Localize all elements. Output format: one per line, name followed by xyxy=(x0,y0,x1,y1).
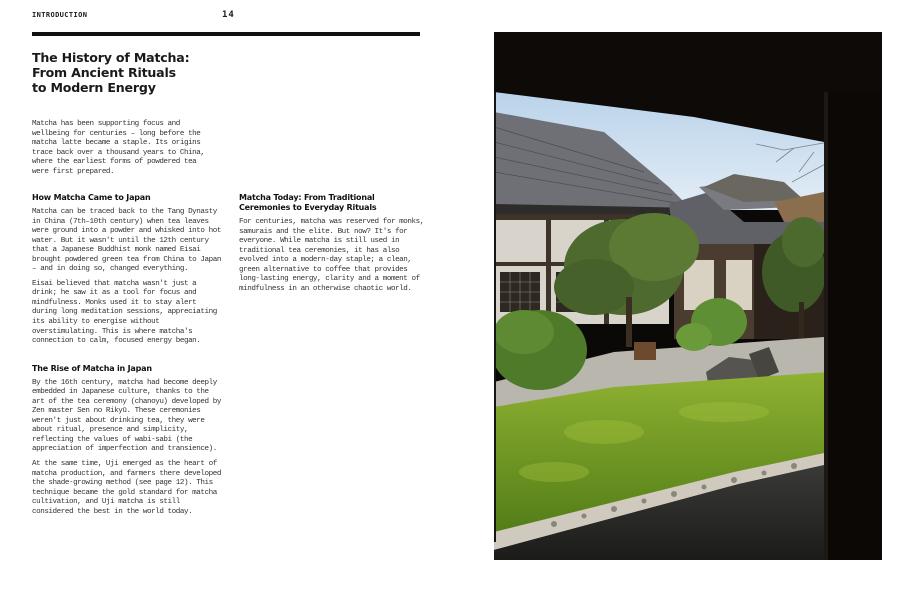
section-rise-of-matcha xyxy=(32,364,222,518)
japanese-temple-garden-photo xyxy=(494,32,882,560)
section-paragraph: Eisai believed that matcha wasn't just a drink; he saw it as a tool for focus and mindfulness. Monks used it to stay alert during long meditation sessions, appreciating its ability to energise without overstimulating. This is where matcha's connection to calm, focused energy began. xyxy=(32,279,217,346)
page-number: 14 xyxy=(222,10,235,20)
section-heading: The Rise of Matcha in Japan xyxy=(32,363,152,373)
running-head: INTRODUCTION xyxy=(32,11,88,19)
section-heading: How Matcha Came to Japan xyxy=(32,193,151,202)
intro-paragraph: Matcha has been supporting focus and wellbeing for centuries – long before the matcha latte became a staple. Its origins trace back over a thousand years to China, where the earliest forms of powdered tea were first prepared. xyxy=(32,120,205,176)
article-title: The History of Matcha: From Ancient Rituals to Modern Energy xyxy=(32,50,190,95)
right-column xyxy=(239,193,424,299)
section-how-matcha-came-to-japan xyxy=(32,193,222,347)
section-heading: Matcha Today: From Traditional Ceremonies to Everyday Rituals xyxy=(239,193,377,212)
section-paragraph: By the 16th century, matcha had become deeply embedded in Japanese culture, thanks to the art of the tea ceremony (chanoyu) developed by Zen master Sen no Rikyū. These ceremonies weren't just about drinking tea, they were about ritual, presence and simplicity, reflecting the values of wabi-sabi (the appreciation of imperfection and transience). xyxy=(32,378,221,454)
left-column xyxy=(32,193,222,522)
section-paragraph: At the same time, Uji emerged as the heart of matcha production, and farmers there developed the shade-growing method (see page 12). This technique became the gold standard for matcha cultivation, and Uji matcha is still considered the best in the world today. xyxy=(32,460,221,516)
section-matcha-today xyxy=(239,193,424,294)
section-paragraph: For centuries, matcha was reserved for monks, samurais and the elite. But now? It's for everyone. While matcha is still used in traditional tea ceremonies, it has also evolved into a modern-day staple; a clean, green alternative to coffee that provides long-lasting energy, clarity and a moment of mindfulness in an otherwise chaotic world. xyxy=(239,218,424,293)
section-paragraph: Matcha can be traced back to the Tang Dynasty in China (7th–10th century) when tea leaves were ground into a powder and whisked into hot water. But it wasn't until the 12th century that a Japanese Buddhist monk named Eisai brought powdered green tea from China to Japan – and in doing so, changed everything. xyxy=(32,208,221,274)
header-rule xyxy=(32,32,420,36)
